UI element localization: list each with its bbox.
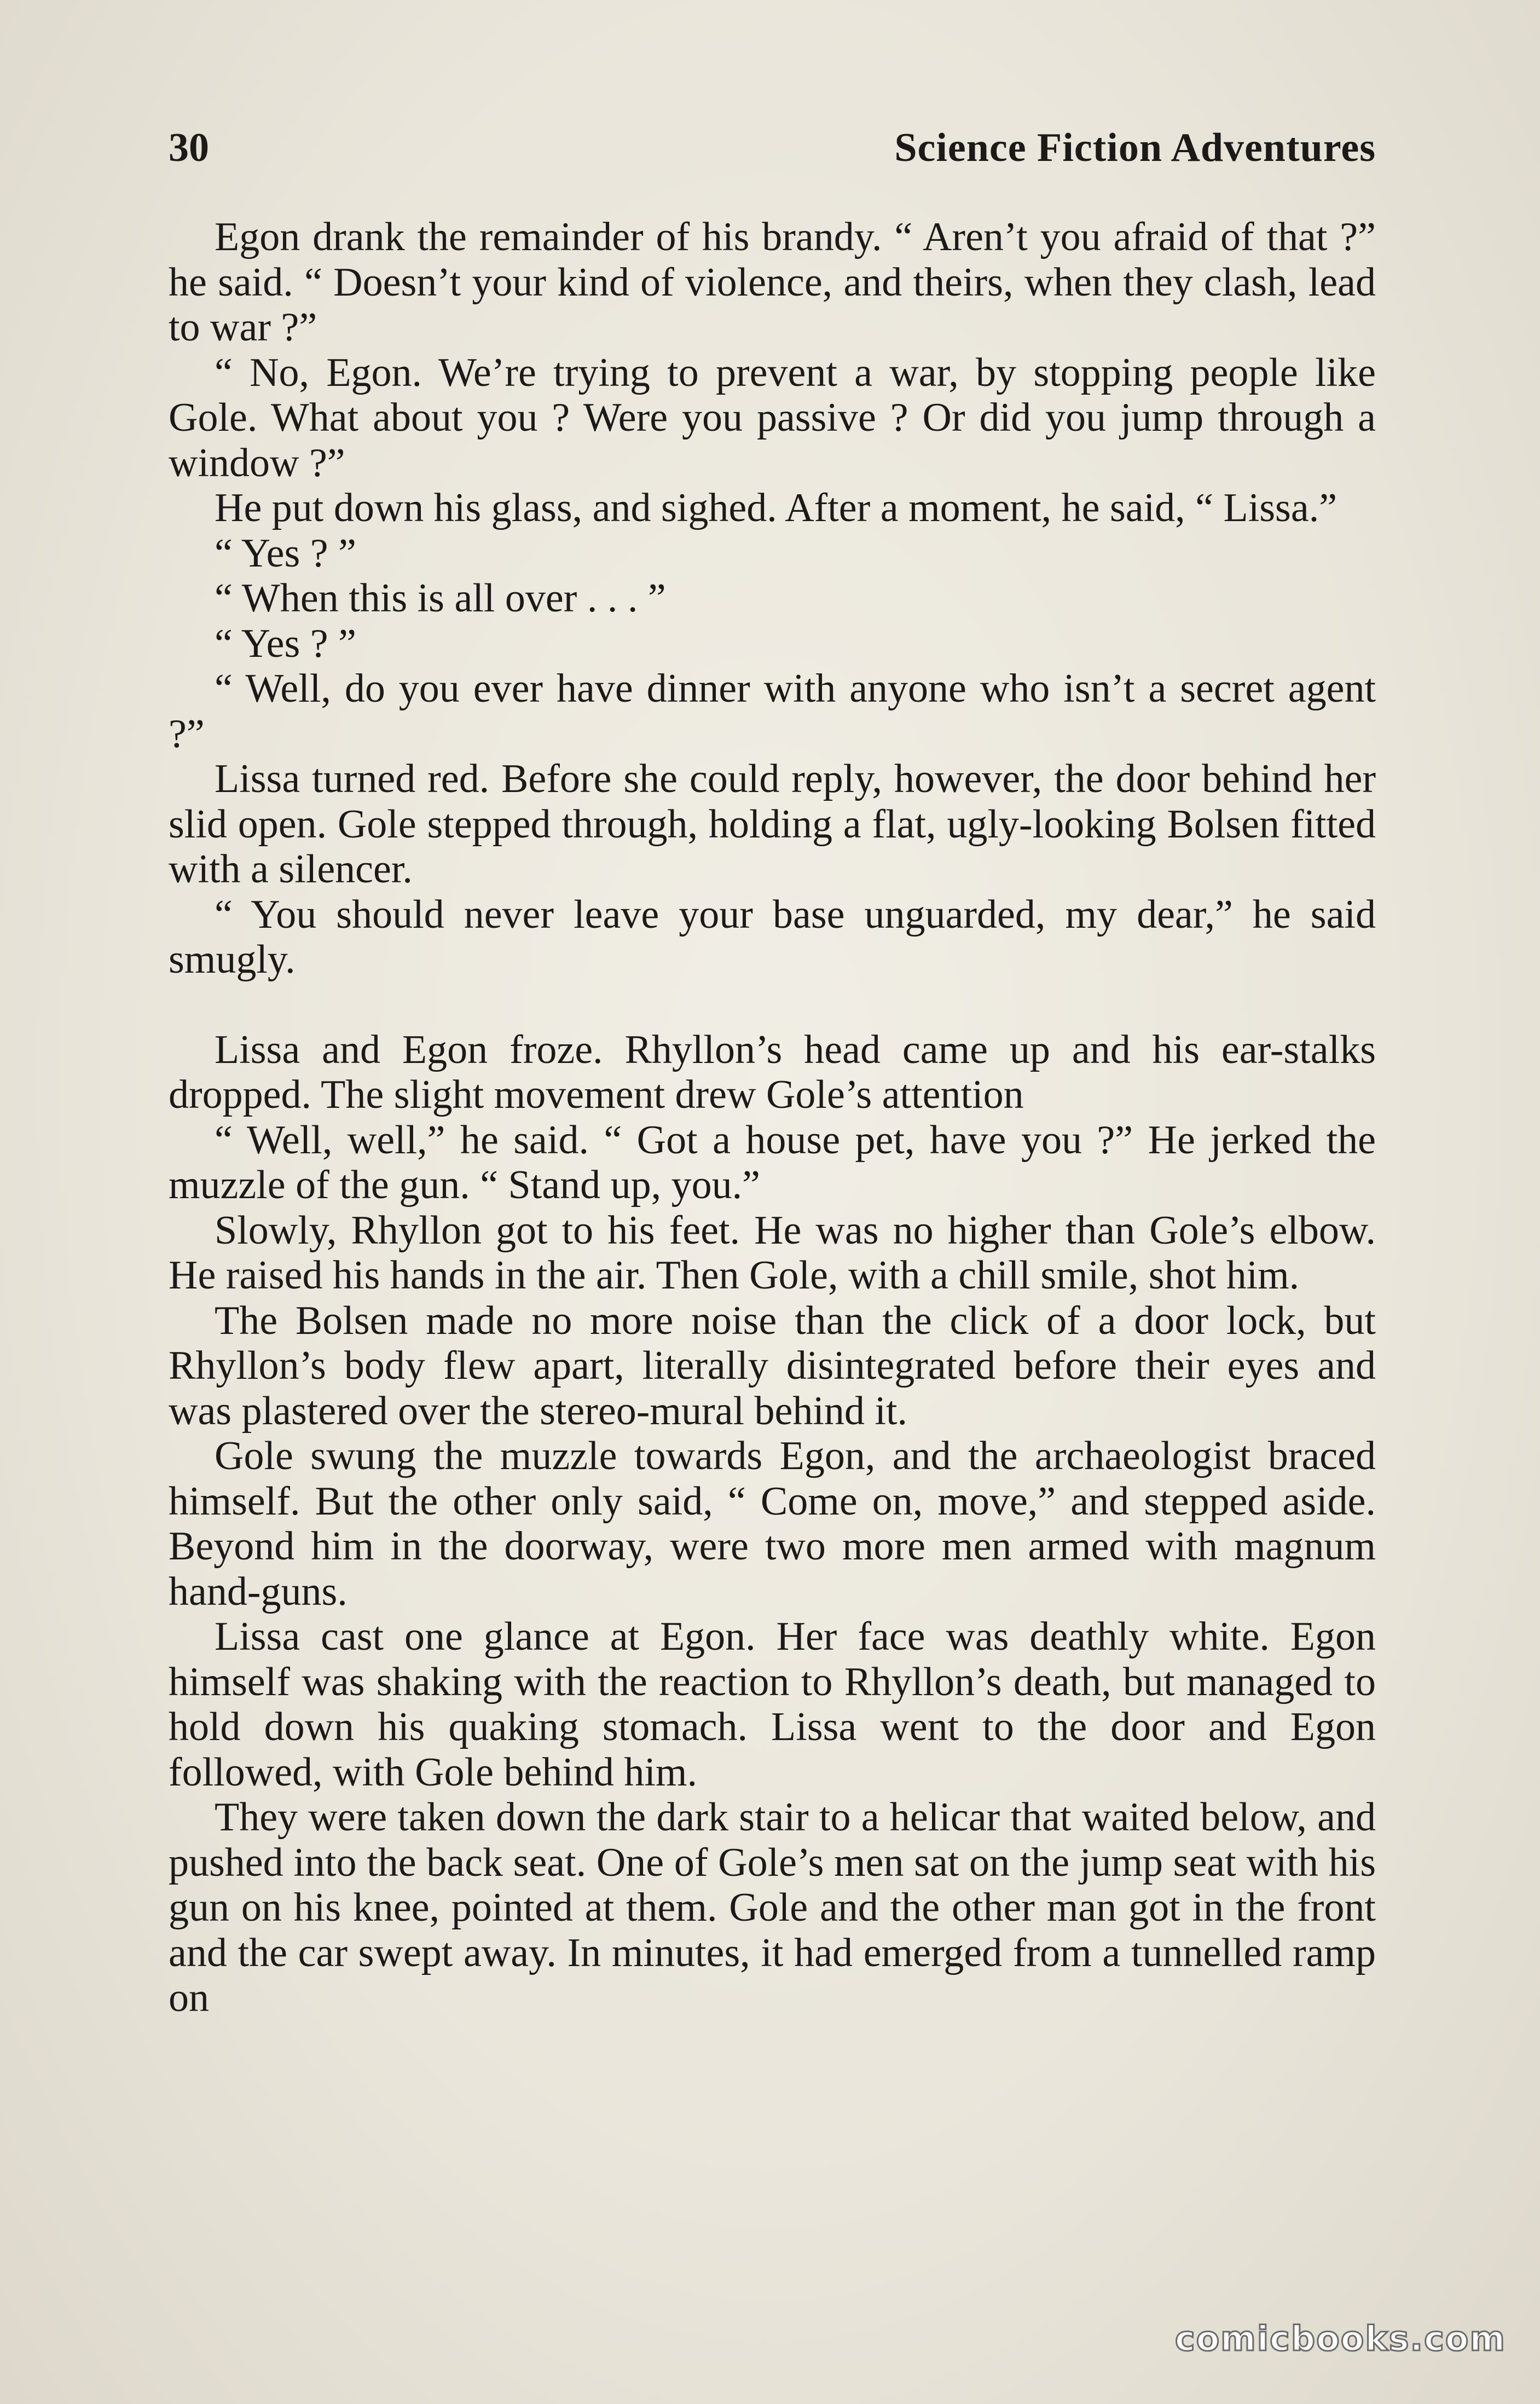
paragraph: Lissa cast one glance at Egon. Her face was deathly white. Egon himself was shaking with the reaction to Rhyllon’s death, but managed to hold down his quaking stomach. Lissa went to the door and Egon followed, with Gole behind him.: [169, 1614, 1376, 1795]
page-header: [169, 125, 1376, 177]
running-title: Science Fiction Adventures: [894, 125, 1376, 170]
paragraph: “ Yes ? ”: [215, 621, 356, 666]
paragraph: Slowly, Rhyllon got to his feet. He was no higher than Gole’s elbow. He raised his hands in the air. Then Gole, with a chill smile, shot him.: [169, 1207, 1376, 1298]
paragraph: “ No, Egon. We’re trying to prevent a war, by stopping people like Gole. What about you ? Were you passive ? Or did you jump through a window ?”: [169, 350, 1376, 486]
paragraph: “ When this is all over . . . ”: [215, 576, 666, 621]
paragraph: The Bolsen made no more noise than the click of a door lock, but Rhyllon’s body flew apart, literally disintegrated before their eyes and was plastered over the stereo-mural behind it.: [169, 1298, 1376, 1434]
paragraph: “ You should never leave your base unguarded, my dear,” he said smugly.: [169, 892, 1376, 982]
paragraph: Lissa and Egon froze. Rhyllon’s head came up and his ear-stalks dropped. The slight movement drew Gole’s attention: [169, 1027, 1376, 1117]
paragraph: Gole swung the muzzle towards Egon, and the archaeologist braced himself. But the other only said, “ Come on, move,” and stepped aside. Beyond him in the doorway, were two more men armed with magnum hand-guns.: [169, 1434, 1376, 1614]
story-text: [169, 215, 1376, 2021]
paragraph: He put down his glass, and sighed. After a moment, he said, “ Lissa.”: [215, 486, 1338, 530]
paragraph: Lissa turned red. Before she could reply, however, the door behind her slid open. Gole stepped through, holding a flat, ugly-looking Bolsen fitted with a silencer.: [169, 756, 1376, 892]
paragraph: They were taken down the dark stair to a helicar that waited below, and pushed into the back seat. One of Gole’s men sat on the jump seat with his gun on his knee, pointed at them. Gole and the other man got in the front and the car swept away. In minutes, it had emerged from a tunnelled ramp on: [169, 1795, 1376, 2020]
paragraph: “ Well, do you ever have dinner with anyone who isn’t a secret agent ?”: [169, 666, 1376, 756]
paragraph: “ Well, well,” he said. “ Got a house pet, have you ?” He jerked the muzzle of the gun. “ Stand up, you.”: [169, 1117, 1376, 1207]
paragraph: “ Yes ? ”: [215, 530, 356, 576]
page-number: 30: [169, 125, 209, 170]
paragraph: Egon drank the remainder of his brandy. “ Aren’t you afraid of that ?” he said. “ Doesn’t your kind of violence, and theirs, when they clash, lead to war ?”: [169, 215, 1376, 350]
source-watermark: comicbooks.com: [1174, 2319, 1506, 2359]
